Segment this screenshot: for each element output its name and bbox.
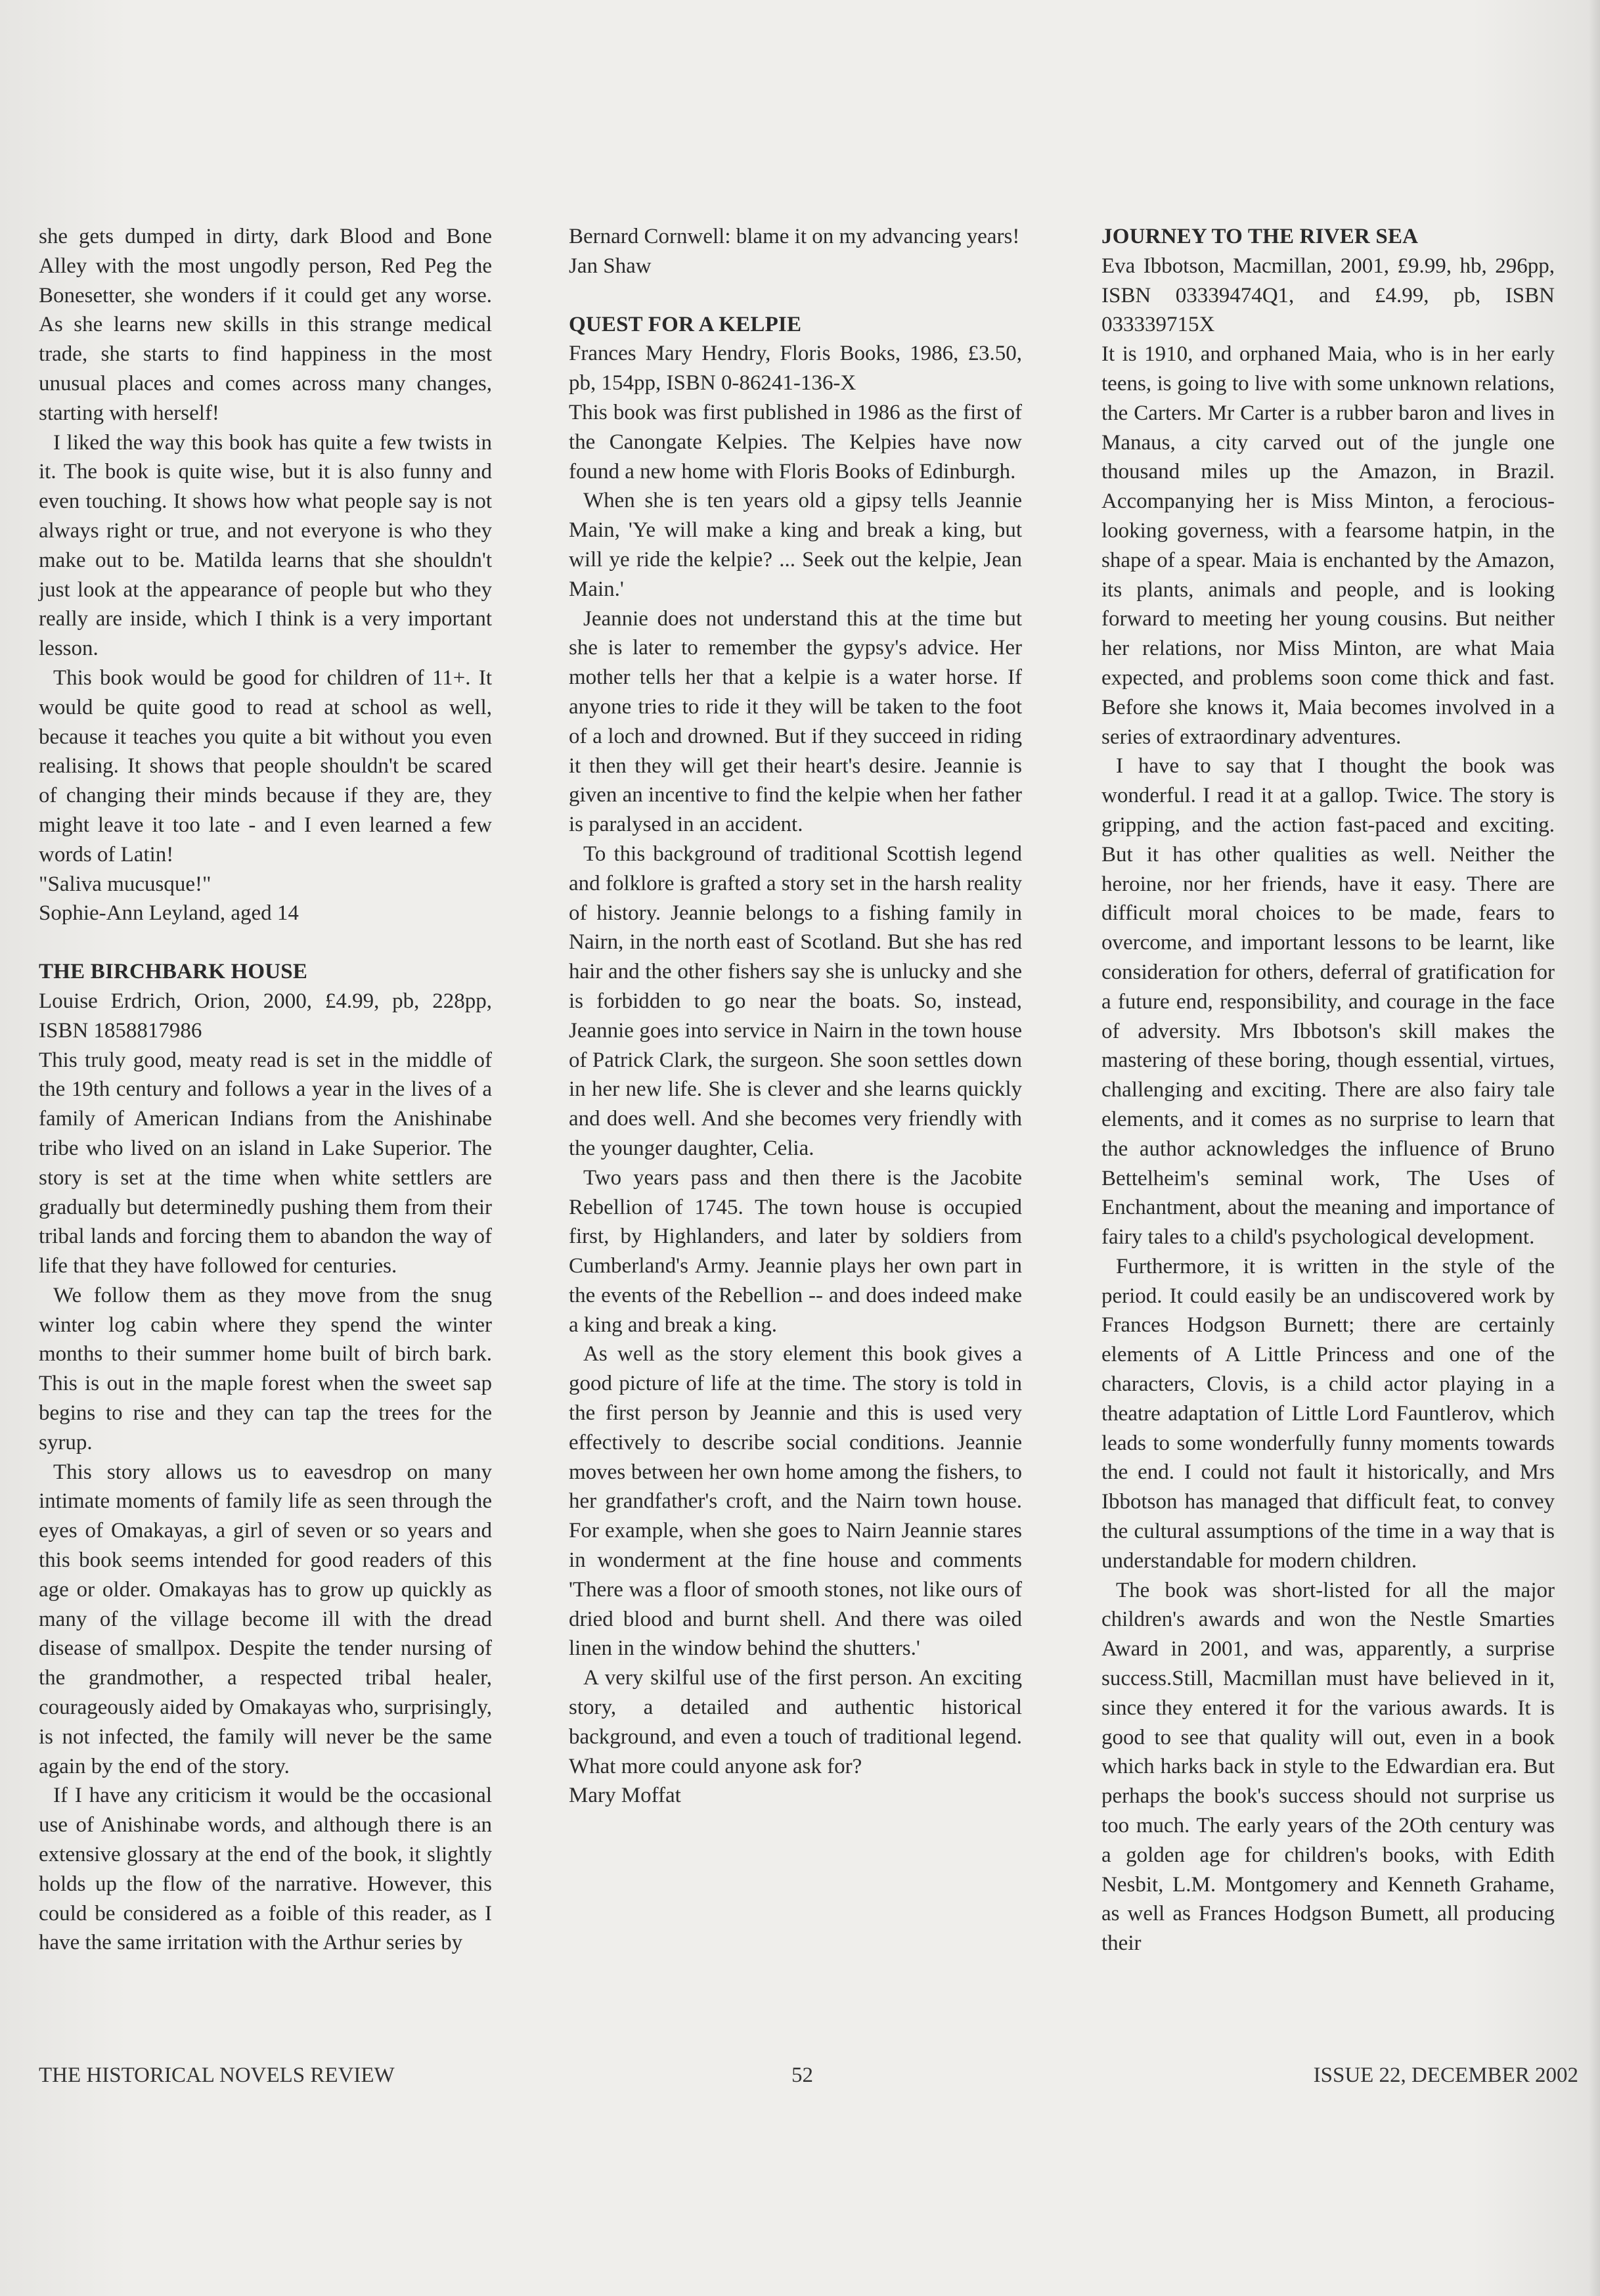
section-spacer [39, 928, 492, 957]
body-paragraph: This book would be good for children of 11+. It would be quite good to read at school as well, because it teaches you quite a bit without you even realising. It shows that people shouldn't be scared of changing their minds because if they are, they might leave it too late - and I even learned a few words of Latin! [39, 665, 492, 867]
section-spacer [569, 281, 1022, 310]
text-line: Mary Moffat [569, 1784, 681, 1808]
page-edge-shadow [1588, 0, 1600, 2296]
body-paragraph: she gets dumped in dirty, dark Blood and Bone Alley with the most ungodly person, Red Peg the Bonesetter, she wonders if it could get any worse. As she learns new skills in this strange medical trade, she starts to find happiness in the most unusual places and comes across many changes, starting with herself! [39, 225, 492, 425]
body-paragraph: We follow them as they move from the snug winter log cabin where they spend the winter months to their summer home built of birch bark. This is out in the maple forest when the sweet sap begins to rise and they can tap the trees for the syrup. [39, 1283, 492, 1454]
footer-page-number: 52 [791, 2063, 813, 2087]
footer-publication-title: THE HISTORICAL NOVELS REVIEW [39, 2063, 395, 2087]
body-paragraph: This truly good, meaty read is set in the middle of the 19th century and follows a year in the lives of a family of American Indians from the Anishinabe tribe who lived on an island in Lake Superior. The story is set at the time when white settlers are gradually but determinedly pushing them from their tribal lands and forcing them to abandon the way of life that they have followed for centuries. [39, 1048, 492, 1278]
review-title: QUEST FOR A KELPIE [569, 312, 802, 336]
body-paragraph: The book was short-listed for all the major children's awards and won the Nestle Smarties Award in 2001, and was, apparently, a surprise success.Still, Macmillan must have believed in it, since they entered it for the various awards. It is good to see that quality will out, even in a book which harks back in style to the Edwardian era. But perhaps the book's success should not surprise us too much. The early years of the 2Oth century was a golden age for children's books, with Edith Nesbit, L.M. Montgomery and Kenneth Grahame, as well as Frances Hodgson Bumett, all producing their [1101, 1578, 1555, 1956]
review-title: THE BIRCHBARK HOUSE [39, 960, 308, 984]
body-paragraph: If I have any criticism it would be the occasional use of Anishinabe words, and although there is an extensive glossary at the end of the book, it slightly holds up the flow of the narrative. However, this could be considered as a foible of this reader, as I have the same irritation with the Arthur series by [39, 1784, 492, 1955]
text-line: Sophie-Ann Leyland, aged 14 [39, 901, 299, 926]
body-paragraph: Two years pass and then there is the Jacobite Rebellion of 1745. The town house is occupied first, by Highlanders, and later by soldiers from Cumberland's Army. Jeannie plays her own part in the events of the Rebellion -- and does indeed make a king and break a king. [569, 1165, 1022, 1337]
text-line: Jan Shaw [569, 254, 652, 278]
body-paragraph: Bernard Cornwell: blame it on my advancing years! [569, 225, 1020, 248]
book-details: Frances Mary Hendry, Floris Books, 1986, £3.50, pb, 154pp, ISBN 0-86241-136-X [569, 342, 1022, 395]
body-paragraph: I liked the way this book has quite a few twists in it. The book is quite wise, but it is also funny and even touching. It shows how what people say is not always right or true, and not everyone is who they make out to be. Matilda learns that she shouldn't just look at the appearance of people but who they really are inside, which I think is a very important lesson. [39, 430, 492, 661]
text-column-3 [1101, 222, 1555, 1958]
body-paragraph: Jeannie does not understand this at the time but she is later to remember the gypsy's advice. Her mother tells her that a kelpie is a water horse. If anyone tries to ride it they will be taken to the foot of a loch and drowned. But if they succeed in riding it then they will get their heart's desire. Jeannie is given an incentive to find the kelpie when her father is paralysed in an accident. [569, 606, 1022, 837]
footer-issue-date: ISSUE 22, DECEMBER 2002 [1313, 2063, 1578, 2087]
book-details: Louise Erdrich, Orion, 2000, £4.99, pb, 228pp, ISBN 1858817986 [39, 989, 492, 1043]
page-footer [39, 2060, 1578, 2090]
body-paragraph: When she is ten years old a gipsy tells Jeannie Main, 'Ye will make a king and break a king, but will ye ride the kelpie? ... Seek out the kelpie, Jean Main.' [569, 489, 1022, 601]
body-paragraph: I have to say that I thought the book was wonderful. I read it at a gallop. Twice. The story is gripping, and the action fast-paced and exciting. But it has other qualities as well. Neither the heroine, nor her friends, have it easy. There are difficult moral choices to be made, fears to overcome, and important lessons to be learnt, like consideration for others, deferral of gratification for a future end, responsibility, and courage in the face of adversity. Mrs Ibbotson's skill makes the mastering of these boring, though essential, virtues, challenging and exciting. There are also fairy tale elements, and it comes as no surprise to learn that the author acknowledges the influence of Bruno Bettelheim's seminal work, The Uses of Enchantment, about the meaning and importance of fairy tales to a child's psychological development. [1101, 754, 1555, 1249]
body-paragraph: To this background of traditional Scottish legend and folklore is grafted a story set in the harsh reality of history. Jeannie belongs to a fishing family in Nairn, in the north east of Scotland. But she has red hair and the other fishers say she is unlucky and she is forbidden to go near the boats. So, instead, Jeannie goes into service in Nairn in the town house of Patrick Clark, the surgeon. She soon settles down in her new life. She is clever and she learns quickly and does well. And she becomes very friendly with the younger daughter, Celia. [569, 842, 1022, 1160]
body-paragraph: This story allows us to eavesdrop on many intimate moments of family life as seen through the eyes of Omakayas, a girl of seven or so years and this book seems intended for good readers of this age or older. Omakayas has to grow up quickly as many of the village become ill with the dread disease of smallpox. Despite the tender nursing of the grandmother, a respected tribal healer, courageously aided by Omakayas who, surprisingly, is not infected, the family will never be the same again by the end of the story. [39, 1460, 492, 1778]
text-column-1 [39, 222, 492, 1958]
text-column-2 [569, 222, 1022, 1811]
body-paragraph: Furthermore, it is written in the style of the period. It could easily be an undiscovered work by Frances Hodgson Burnett; there are certainly elements of A Little Princess and one of the characters, Clovis, is a child actor playing in a theatre adaptation of Little Lord Fauntlerov, which leads to some wonderfully funny moments towards the end. I could not fault it historically, and Mrs Ibbotson has managed that difficult feat, to convey the cultural assumptions of the time in a way that is understandable for modern children. [1101, 1254, 1555, 1573]
body-paragraph: It is 1910, and orphaned Maia, who is in her early teens, is going to live with some unknown relations, the Carters. Mr Carter is a rubber baron and lives in Manaus, a city carved out of the jungle one thousand miles up the Amazon, in Brazil. Accompanying her is Miss Minton, a ferocious-looking governess, with a fearsome hatpin, in the shape of a spear. Maia is enchanted by the Amazon, its plants, animals and people, and is looking forward to meeting her young cousins. But neither her relations, nor Miss Minton, are what Maia expected, and problems soon come thick and fast. Before she knows it, Maia becomes involved in a series of extraordinary adventures. [1101, 342, 1555, 749]
body-paragraph: A very skilful use of the first person. An exciting story, a detailed and authentic historical background, and even a touch of traditional legend. What more could anyone ask for? [569, 1666, 1022, 1778]
body-paragraph: As well as the story element this book gives a good picture of life at the time. The story is told in the first person by Jeannie and this is used very effectively to describe social conditions. Jeannie moves between her own home among the fishers, to her grandfather's croft, and the Nairn town house. For example, when she goes to Nairn Jeannie stares in wonderment at the fine house and comments 'There was a floor of smooth stones, not like ours of dried blood and burnt shell. And there was oiled linen in the window behind the shutters.' [569, 1342, 1022, 1661]
body-paragraph: This book was first published in 1986 as the first of the Canongate Kelpies. The Kelpies have now found a new home with Floris Books of Edinburgh. [569, 400, 1022, 484]
book-details: Eva Ibbotson, Macmillan, 2001, £9.99, hb, 296pp, ISBN 03339474Q1, and £4.99, pb, ISBN 033339715X [1101, 254, 1555, 337]
review-title: JOURNEY TO THE RIVER SEA [1101, 225, 1419, 248]
text-line: "Saliva mucusque!" [39, 872, 211, 896]
